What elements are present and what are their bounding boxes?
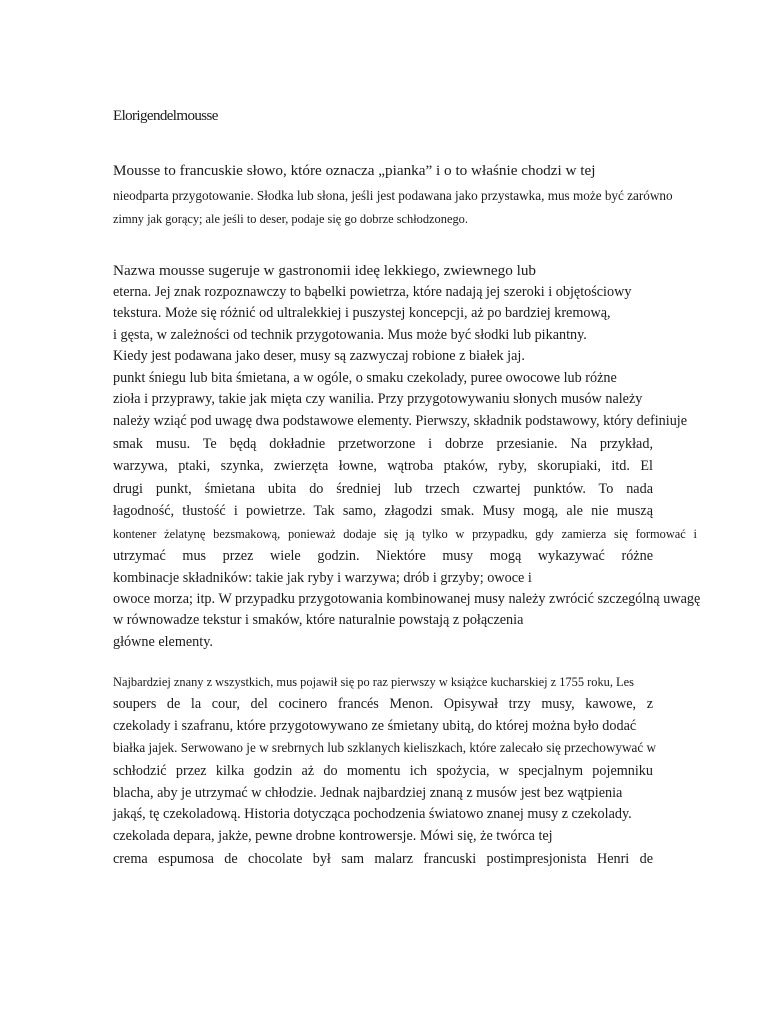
text-line: utrzymać mus przez wiele godzin. Niektóre musy mogą wykazywać różne: [113, 548, 653, 564]
document-title: Elorigendelmousse: [113, 108, 218, 124]
text-line: główne elementy.: [113, 634, 213, 650]
text-line: nieodparta przygotowanie. Słodka lub słona, jeśli jest podawana jako przystawka, mus może być zarówno: [113, 188, 673, 203]
text-line: crema espumosa de chocolate był sam malarz francuski postimpresjonista Henri de: [113, 851, 653, 867]
text-line: punkt śniegu lub bita śmietana, a w ogóle, o smaku czekolady, puree owocowe lub różne: [113, 370, 617, 386]
text-line: schłodzić przez kilka godzin aż do momentu ich spożycia, w specjalnym pojemniku: [113, 763, 653, 779]
text-line: zioła i przyprawy, takie jak mięta czy wanilia. Przy przygotowywaniu słonych musów należy: [113, 391, 643, 407]
text-line: w równowadze tekstur i smaków, które naturalnie powstają z połączenia: [113, 612, 524, 628]
text-line: eterna. Jej znak rozpoznawczy to bąbelki powietrza, które nadają jej szeroki i objętościowy: [113, 284, 632, 300]
text-line: białka jajek. Serwowano je w srebrnych lub szklanych kieliszkach, które zalecało się przechowywać w: [113, 740, 657, 755]
text-line: jakąś, tę czekoladową. Historia dotycząca pochodzenia światowo znanej musy z czekolady.: [113, 806, 632, 822]
text-line: zimny jak gorący; ale jeśli to deser, podaje się go dobrze schłodzonego.: [113, 212, 468, 226]
text-line: należy wziąć pod uwagę dwa podstawowe elementy. Pierwszy, składnik podstawowy, który definiuje: [113, 413, 688, 429]
text-line: Najbardziej znany z wszystkich, mus pojawił się po raz pierwszy w książce kucharskiej z 1755 roku, Les: [113, 675, 634, 689]
text-line: drugi punkt, śmietana ubita do średniej lub trzech czwartej punktów. To nada: [113, 481, 653, 497]
text-line: czekolady i szafranu, które przygotowywano ze śmietany ubitą, do której można było dodać: [113, 718, 637, 734]
text-line: kontener żelatynę bezsmakową, ponieważ dodaje się ją tylko w przypadku, gdy zamierza się formować i: [113, 527, 697, 541]
text-line: blacha, aby je utrzymać w chłodzie. Jednak najbardziej znaną z musów jest bez wątpienia: [113, 785, 623, 801]
text-line: Mousse to francuskie słowo, które oznacza „pianka” i o to właśnie chodzi w tej: [113, 162, 596, 179]
text-line: tekstura. Może się różnić od ultralekkiej i puszystej koncepcji, aż po bardziej kremową,: [113, 305, 611, 321]
text-line: warzywa, ptaki, szynka, zwierzęta łowne, wątroba ptaków, ryby, skorupiaki, itd. El: [113, 458, 653, 474]
text-line: owoce morza; itp. W przypadku przygotowania kombinowanej musy należy zwrócić szczególną uwagę: [113, 591, 701, 607]
text-line: soupers de la cour, del cocinero francés Menon. Opisywał trzy musy, kawowe, z: [113, 696, 653, 712]
text-line: kombinacje składników: takie jak ryby i warzywa; drób i grzyby; owoce i: [113, 570, 532, 586]
text-line: Nazwa mousse sugeruje w gastronomii ideę lekkiego, zwiewnego lub: [113, 262, 537, 279]
text-line: i gęsta, w zależności od technik przygotowania. Mus może być słodki lub pikantny.: [113, 327, 587, 343]
text-line: łagodność, tłustość i powietrze. Tak samo, złagodzi smak. Musy mogą, ale nie muszą: [113, 503, 653, 519]
text-line: Kiedy jest podawana jako deser, musy są zazwyczaj robione z białek jaj.: [113, 348, 525, 364]
text-line: czekolada depara, jakże, pewne drobne kontrowersje. Mówi się, że twórca tej: [113, 828, 553, 844]
text-line: smak musu. Te będą dokładnie przetworzone i dobrze przesianie. Na przykład,: [113, 436, 653, 452]
